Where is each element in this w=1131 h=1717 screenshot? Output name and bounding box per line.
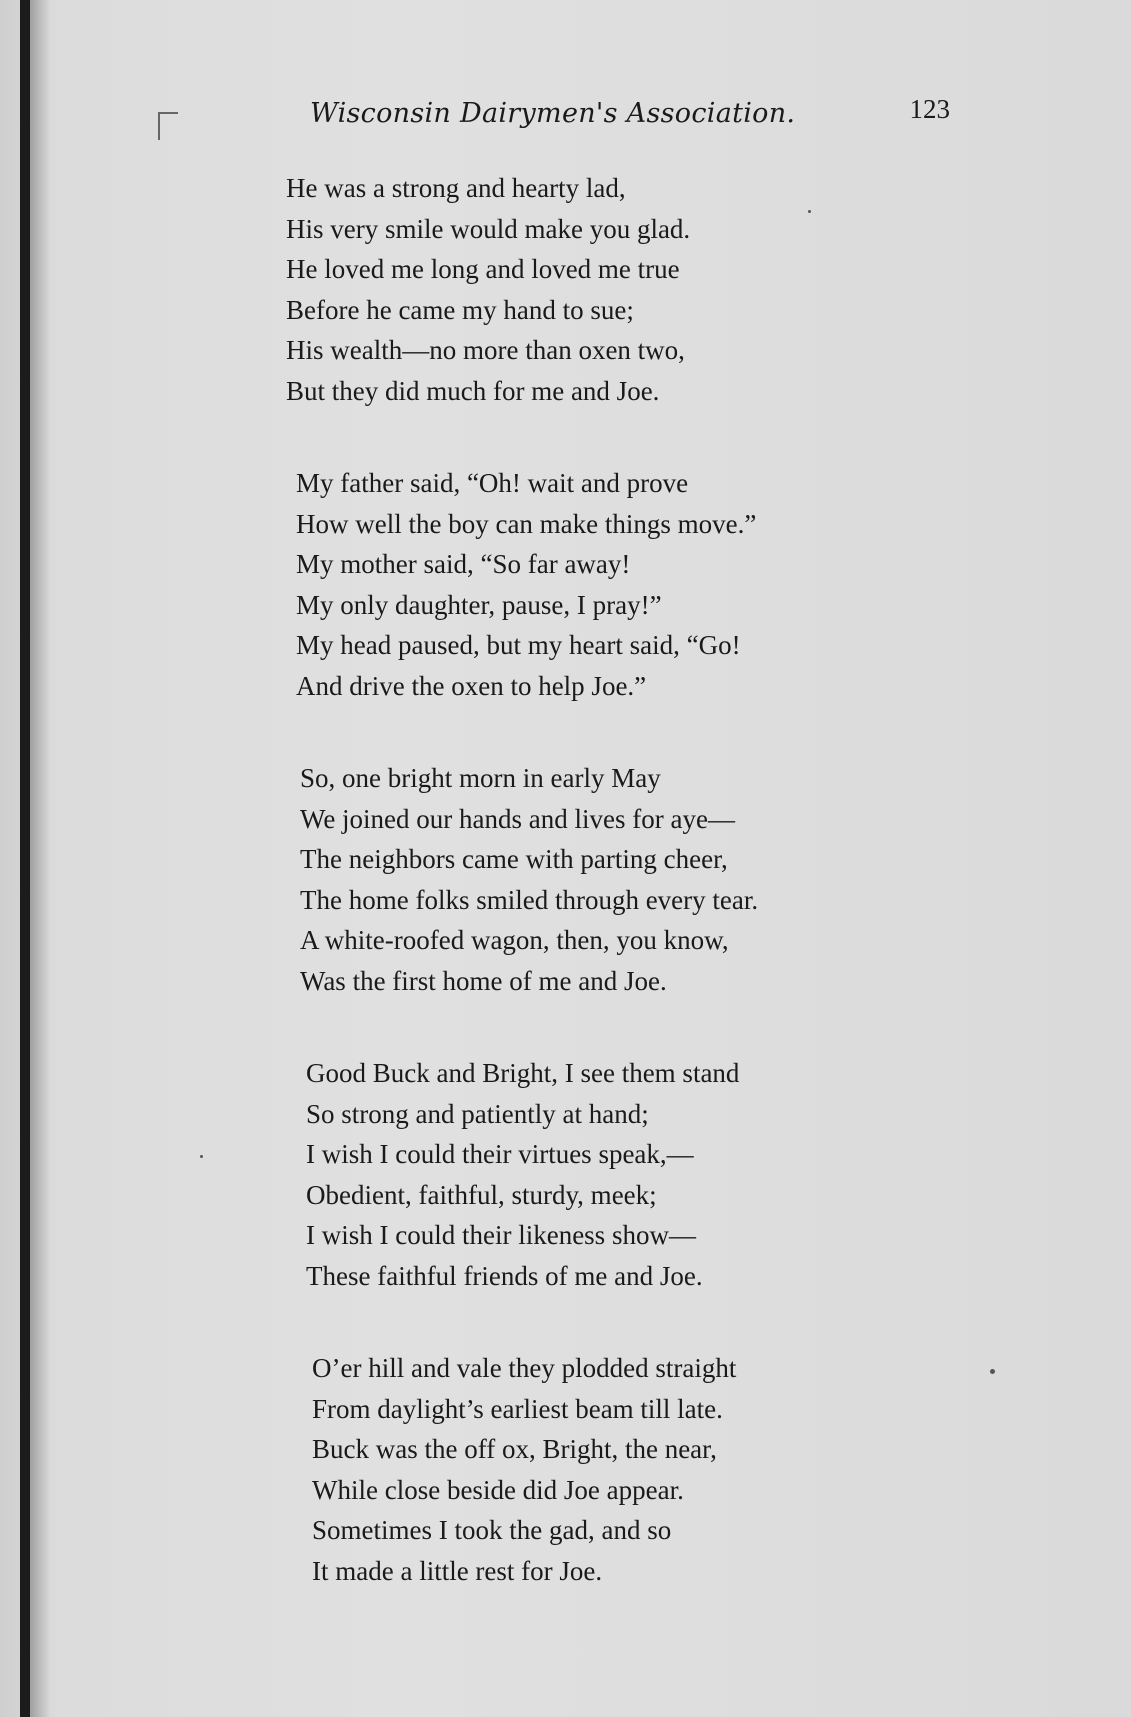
poem [286, 168, 886, 1643]
poem-line: But they did much for me and Joe. [286, 375, 660, 406]
page-binding-shadow [30, 0, 50, 1717]
poem-line: Before he came my hand to sue; [286, 294, 634, 325]
poem-line: Buck was the off ox, Bright, the near, [312, 1434, 717, 1464]
poem-line: He was a strong and hearty lad, [286, 173, 626, 203]
poem-line: My only daughter, pause, I pray!” [296, 589, 662, 620]
ink-speck [200, 1155, 203, 1158]
ink-speck [808, 210, 811, 213]
poem-line: His very smile would make you glad. [286, 213, 691, 244]
poem-line: Sometimes I took the gad, and so [312, 1515, 672, 1545]
ink-speck [990, 1369, 995, 1374]
poem-line: It made a little rest for Joe. [312, 1555, 603, 1586]
poem-line: We joined our hands and lives for aye— [300, 803, 735, 834]
running-title: Wisconsin Dairymen's Association. [310, 98, 796, 129]
poem-line: The neighbors came with parting cheer, [300, 844, 728, 874]
poem-line: O’er hill and vale they plodded straight [312, 1353, 737, 1383]
running-head [310, 94, 970, 138]
poem-line: Good Buck and Bright, I see them stand [306, 1058, 740, 1088]
poem-line: How well the boy can make things move.” [296, 508, 757, 539]
poem-line: His wealth—no more than oxen two, [286, 335, 685, 365]
poem-line: So strong and patiently at hand; [306, 1098, 649, 1129]
poem-line: My head paused, but my heart said, “Go! [296, 630, 741, 660]
printer-corner-mark [158, 112, 178, 140]
stanza-2 [286, 463, 886, 706]
poem-line: Obedient, faithful, sturdy, meek; [306, 1179, 657, 1210]
stanza-1 [286, 168, 886, 411]
poem-line: I wish I could their likeness show— [306, 1220, 696, 1250]
stanza-3 [286, 758, 886, 1001]
poem-line: And drive the oxen to help Joe.” [296, 670, 647, 701]
poem-line: So, one bright morn in early May [300, 763, 661, 793]
stanza-5 [286, 1348, 886, 1591]
page-number: 123 [909, 94, 950, 124]
poem-line: My father said, “Oh! wait and prove [296, 468, 689, 498]
poem-line: From daylight’s earliest beam till late. [312, 1393, 723, 1424]
poem-line: My mother said, “So far away! [296, 549, 631, 579]
poem-line: These faithful friends of me and Joe. [306, 1260, 703, 1291]
poem-line: The home folks smiled through every tear. [300, 884, 759, 915]
poem-line: He loved me long and loved me true [286, 254, 680, 284]
poem-line: Was the first home of me and Joe. [300, 965, 667, 996]
poem-line: A white-roofed wagon, then, you know, [300, 925, 729, 955]
poem-line: While close beside did Joe appear. [312, 1474, 684, 1505]
stanza-4 [286, 1053, 886, 1296]
poem-line: I wish I could their virtues speak,— [306, 1139, 694, 1169]
page-binding-edge [20, 0, 30, 1717]
